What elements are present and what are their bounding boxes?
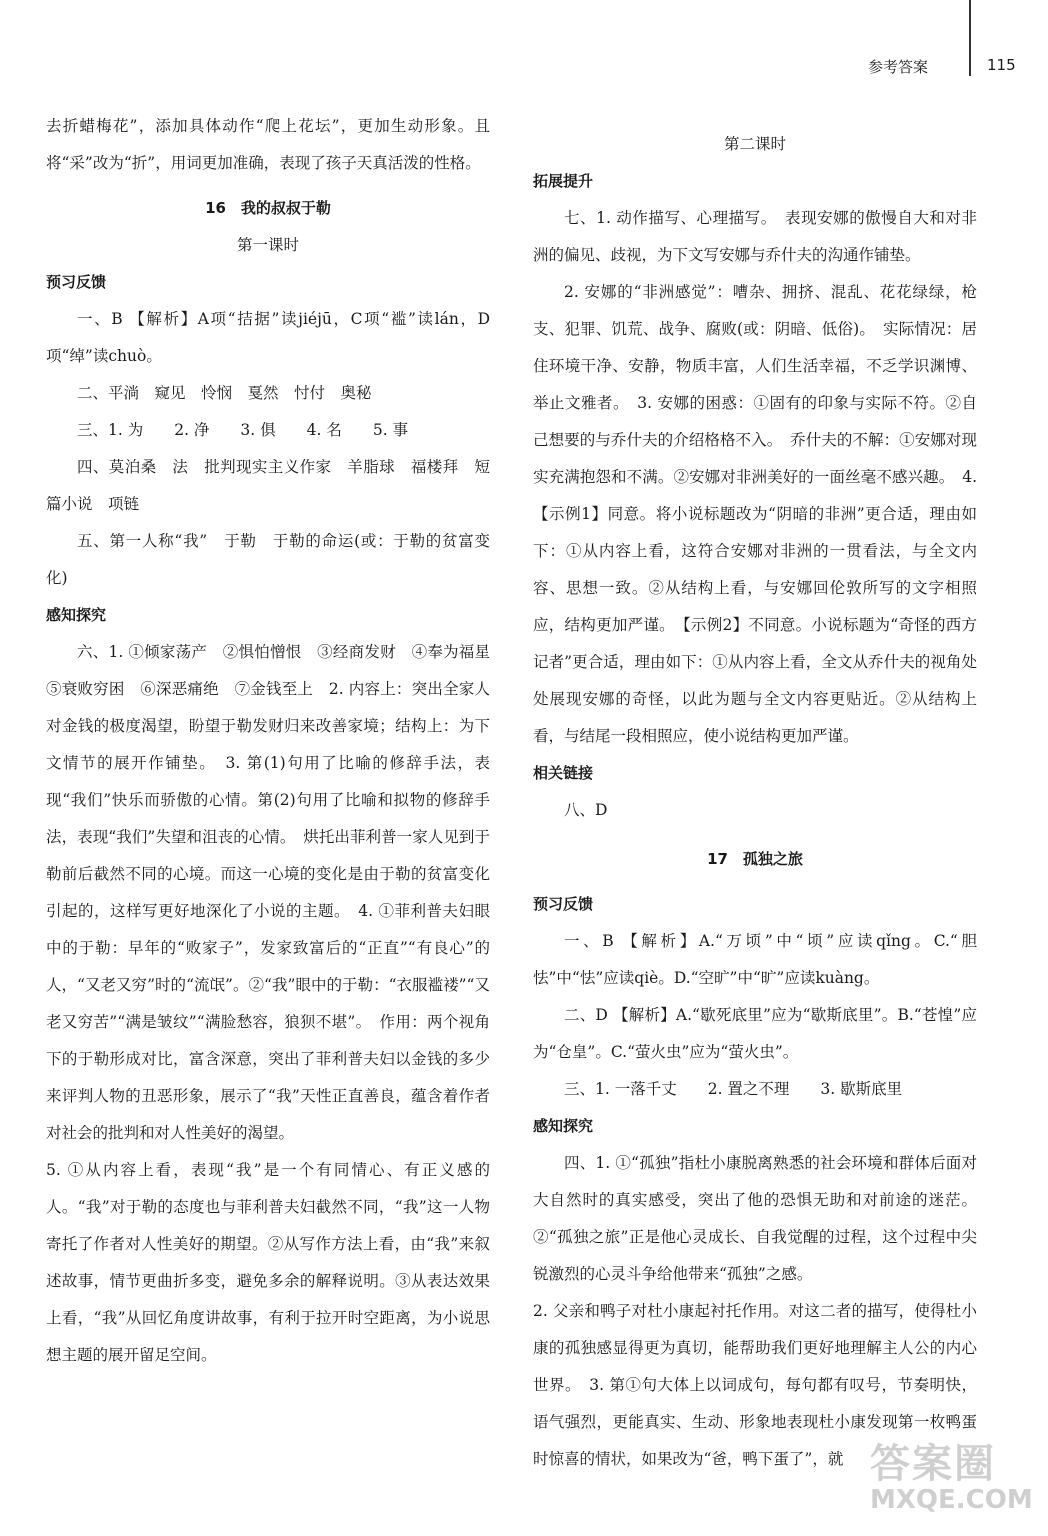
answer-paragraph: 六、1. ①倾家荡产 ②惧怕憎恨 ③经商发财 ④奉为福星 ⑤衰败穷困 ⑥深恶痛绝 ⑦金钱至上 2. 内容上：突出全家人对金钱的极度渴望，盼望于勒发财归来改善家境；结构上：为下文情节的展开作铺垫。 3. 第(1)句用了比喻的修辞手法，表现“我们”快乐而骄傲的心情。第(2)句用了比喻和拟物的修辞手法，表现“我们”失望和沮丧的心情。 烘托出菲利普一家人见到于勒前后截然不同的心境。而这一心境的变化是由于勒的贫富变化引起的，这样写更好地深化了小说的主题。 4. ①菲利普夫妇眼中的于勒：早年的“败家子”，发家致富后的“正直”“有良心”的人，“又老又穷”时的“流氓”。②“我”眼中的于勒：“衣服褴褛”“又老又穷苦”“满是皱纹”“满脸愁容，狼狈不堪”。 作用：两个视角下的于勒形成对比，富含深意，突出了菲利普夫妇以金钱的多少来评判人物的丑恶形象，展示了“我”天性正直善良，蕴含着作者对社会的批判和对人性美好的渴望。	[46, 643, 506, 1142]
page-number: 115	[987, 56, 1016, 74]
answer-paragraph: 二、D 【解析】A.“歇死底里”应为“歇斯底里”。B.“苍惶”应为“仓皇”。C.“萤火虫”应为“萤火虫”。	[533, 1006, 977, 1061]
watermark-logo	[870, 1432, 1033, 1522]
section-heading: 预习反馈	[46, 273, 107, 291]
running-header: 参考答案	[868, 58, 929, 76]
answer-paragraph: 三、1. 为 2. 净 3. 俱 4. 名 5. 事	[77, 421, 409, 439]
answer-paragraph: 5. ①从内容上看，表现“我”是一个有同情心、有正义感的人。“我”对于勒的态度也与菲利普夫妇截然不同，“我”这一人物寄托了作者对人性美好的期望。②从写作方法上看，由“我”来叙述故事，情节更曲折多变，避免多余的解释说明。③从表达效果上看，“我”从回忆角度讲故事，有利于拉开时空距离，为小说思想主题的展开留足空间。	[46, 1161, 490, 1364]
left-column	[46, 108, 506, 1374]
watermark-domain: MXQE.COM	[870, 1485, 1033, 1515]
answer-paragraph: 一、B 【解析】A.“万顷”中“顷”应读qǐng。C.“胆怯”中“怯”应读qiè。D.“空旷”中“旷”应读kuàng。	[533, 932, 977, 987]
intro-paragraph: 去折蜡梅花”，添加具体动作“爬上花坛”，更加生动形象。且将“采”改为“折”，用词更加准确，表现了孩子天真活泼的性格。	[46, 117, 490, 172]
lesson-title: 16 我的叔叔于勒	[205, 199, 331, 217]
section-heading: 拓展提升	[533, 172, 594, 190]
answer-paragraph: 七、1. 动作描写、心理描写。 表现安娜的傲慢自大和对非洲的偏见、歧视，为下文写安娜与乔什夫的沟通作铺垫。	[533, 209, 977, 264]
section-heading: 感知探究	[533, 1117, 594, 1135]
answer-paragraph: 四、1. ①“孤独”指杜小康脱离熟悉的社会环境和群体后面对大自然时的真实感受，突出了他的恐惧无助和对前途的迷茫。②“孤独之旅”正是他心灵成长、自我觉醒的过程，这个过程中尖锐激烈的心灵斗争给他带来“孤独”之感。	[533, 1154, 977, 1283]
answer-paragraph: 八、D	[564, 801, 608, 819]
answer-paragraph: 2. 父亲和鸭子对杜小康起衬托作用。对这二者的描写，使得杜小康的孤独感显得更为真切，能帮助我们更好地理解主人公的内心世界。 3. 第①句大体上以词成句，每句都有叹号，节奏明快，语气强烈，更能真实、生动、形象地表现杜小康发现第一枚鸭蛋时惊喜的情状，如果改为“爸，鸭下蛋了”，就	[533, 1302, 977, 1468]
header-divider	[969, 0, 971, 76]
section-heading: 预习反馈	[533, 895, 594, 913]
lesson-title: 17 孤独之旅	[707, 850, 803, 868]
watermark-text: 答案圈	[870, 1441, 996, 1487]
answer-paragraph: 五、第一人称“我” 于勒 于勒的命运(或：于勒的贫富变化)	[46, 532, 490, 587]
section-heading: 相关链接	[533, 764, 594, 782]
right-column	[533, 108, 977, 1478]
answer-paragraph: 一、B 【解析】A项“拮据”读jiéjū，C项“褴”读lán，D项“绰”读chuò。	[46, 310, 490, 365]
answer-paragraph: 四、莫泊桑 法 批判现实主义作家 羊脂球 福楼拜 短篇小说 项链	[46, 458, 490, 513]
answer-paragraph: 三、1. 一落千丈 2. 置之不理 3. 歇斯底里	[564, 1080, 903, 1098]
period-title: 第一课时	[236, 236, 299, 254]
answer-paragraph: 二、平淌 窥见 怜悯 戛然 忖付 奥秘	[77, 384, 372, 402]
answer-paragraph: 2. 安娜的“非洲感觉”：嘈杂、拥挤、混乱、花花绿绿，枪支、犯罪、饥荒、战争、腐败(或：阴暗、低俗)。 实际情况：居住环境干净、安静，物质丰富，人们生活幸福，不乏学识渊博、举止文雅者。 3. 安娜的困惑：①固有的印象与实际不符。②自己想要的与乔什夫的介绍格格不入。 乔什夫的不解：①安娜对现实充满抱怨和不满。②安娜对非洲美好的一面丝毫不感兴趣。 4.【示例1】同意。将小说标题改为“阴暗的非洲”更合适，理由如下：①从内容上看，这符合安娜对非洲的一贯看法，与全文内容、思想一致。②从结构上看，与安娜回伦敦所写的文字相照应，结构更加严谨。 【示例2】不同意。小说标题为“奇怪的西方记者”更合适，理由如下：①从内容上看，全文从乔什夫的视角处处展现安娜的奇怪，以此为题与全文内容更贴近。②从结构上看，与结尾一段相照应，使小说结构更加严谨。	[533, 283, 977, 745]
section-heading: 感知探究	[46, 606, 107, 624]
period-title: 第二课时	[723, 135, 786, 153]
